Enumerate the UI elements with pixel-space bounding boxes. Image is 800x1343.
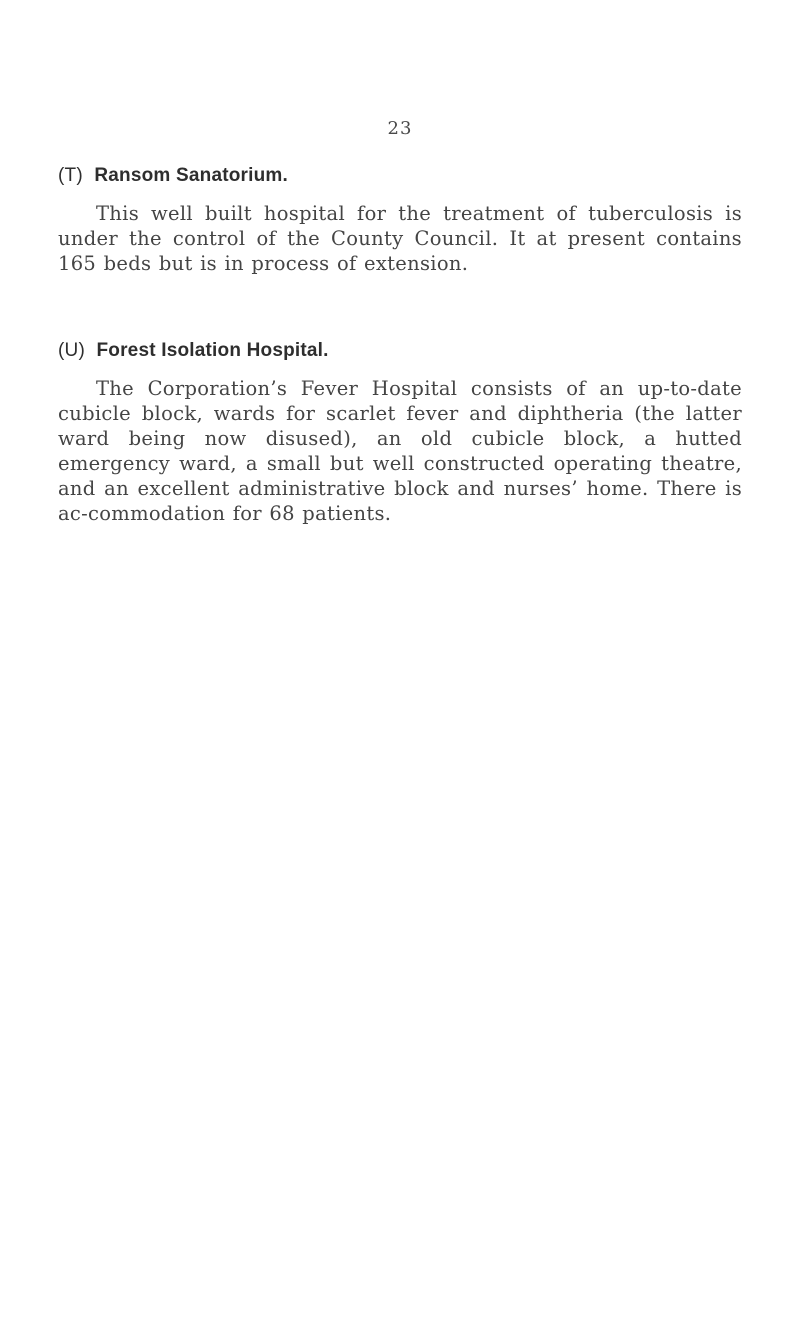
section-title: Forest Isolation Hospital. [96, 340, 329, 361]
page-number: 23 [387, 118, 413, 139]
section-forest-isolation-hospital [58, 340, 742, 526]
section-heading [58, 340, 742, 362]
section-paragraph: The Corporation’s Fever Hospital consists of an up-to-date cubicle block, wards for scarlet fever and diphtheria (the latter ward being now disused), an old cubicle block, a hutted emergency ward, a small but well constructed operating theatre, and an excellent administrative block and nurses’ home. There is ac-commodation for 68 patients. [58, 377, 742, 525]
section-paragraph: This well built hospital for the treatment of tuberculosis is under the control of the County Council. It at present contains 165 beds but is in process of extension. [58, 202, 742, 275]
section-label: (T) [58, 165, 83, 186]
section-ransom-sanatorium [58, 165, 742, 276]
section-title: Ransom Sanatorium. [94, 165, 288, 186]
section-heading [58, 165, 742, 187]
section-label: (U) [58, 340, 85, 361]
